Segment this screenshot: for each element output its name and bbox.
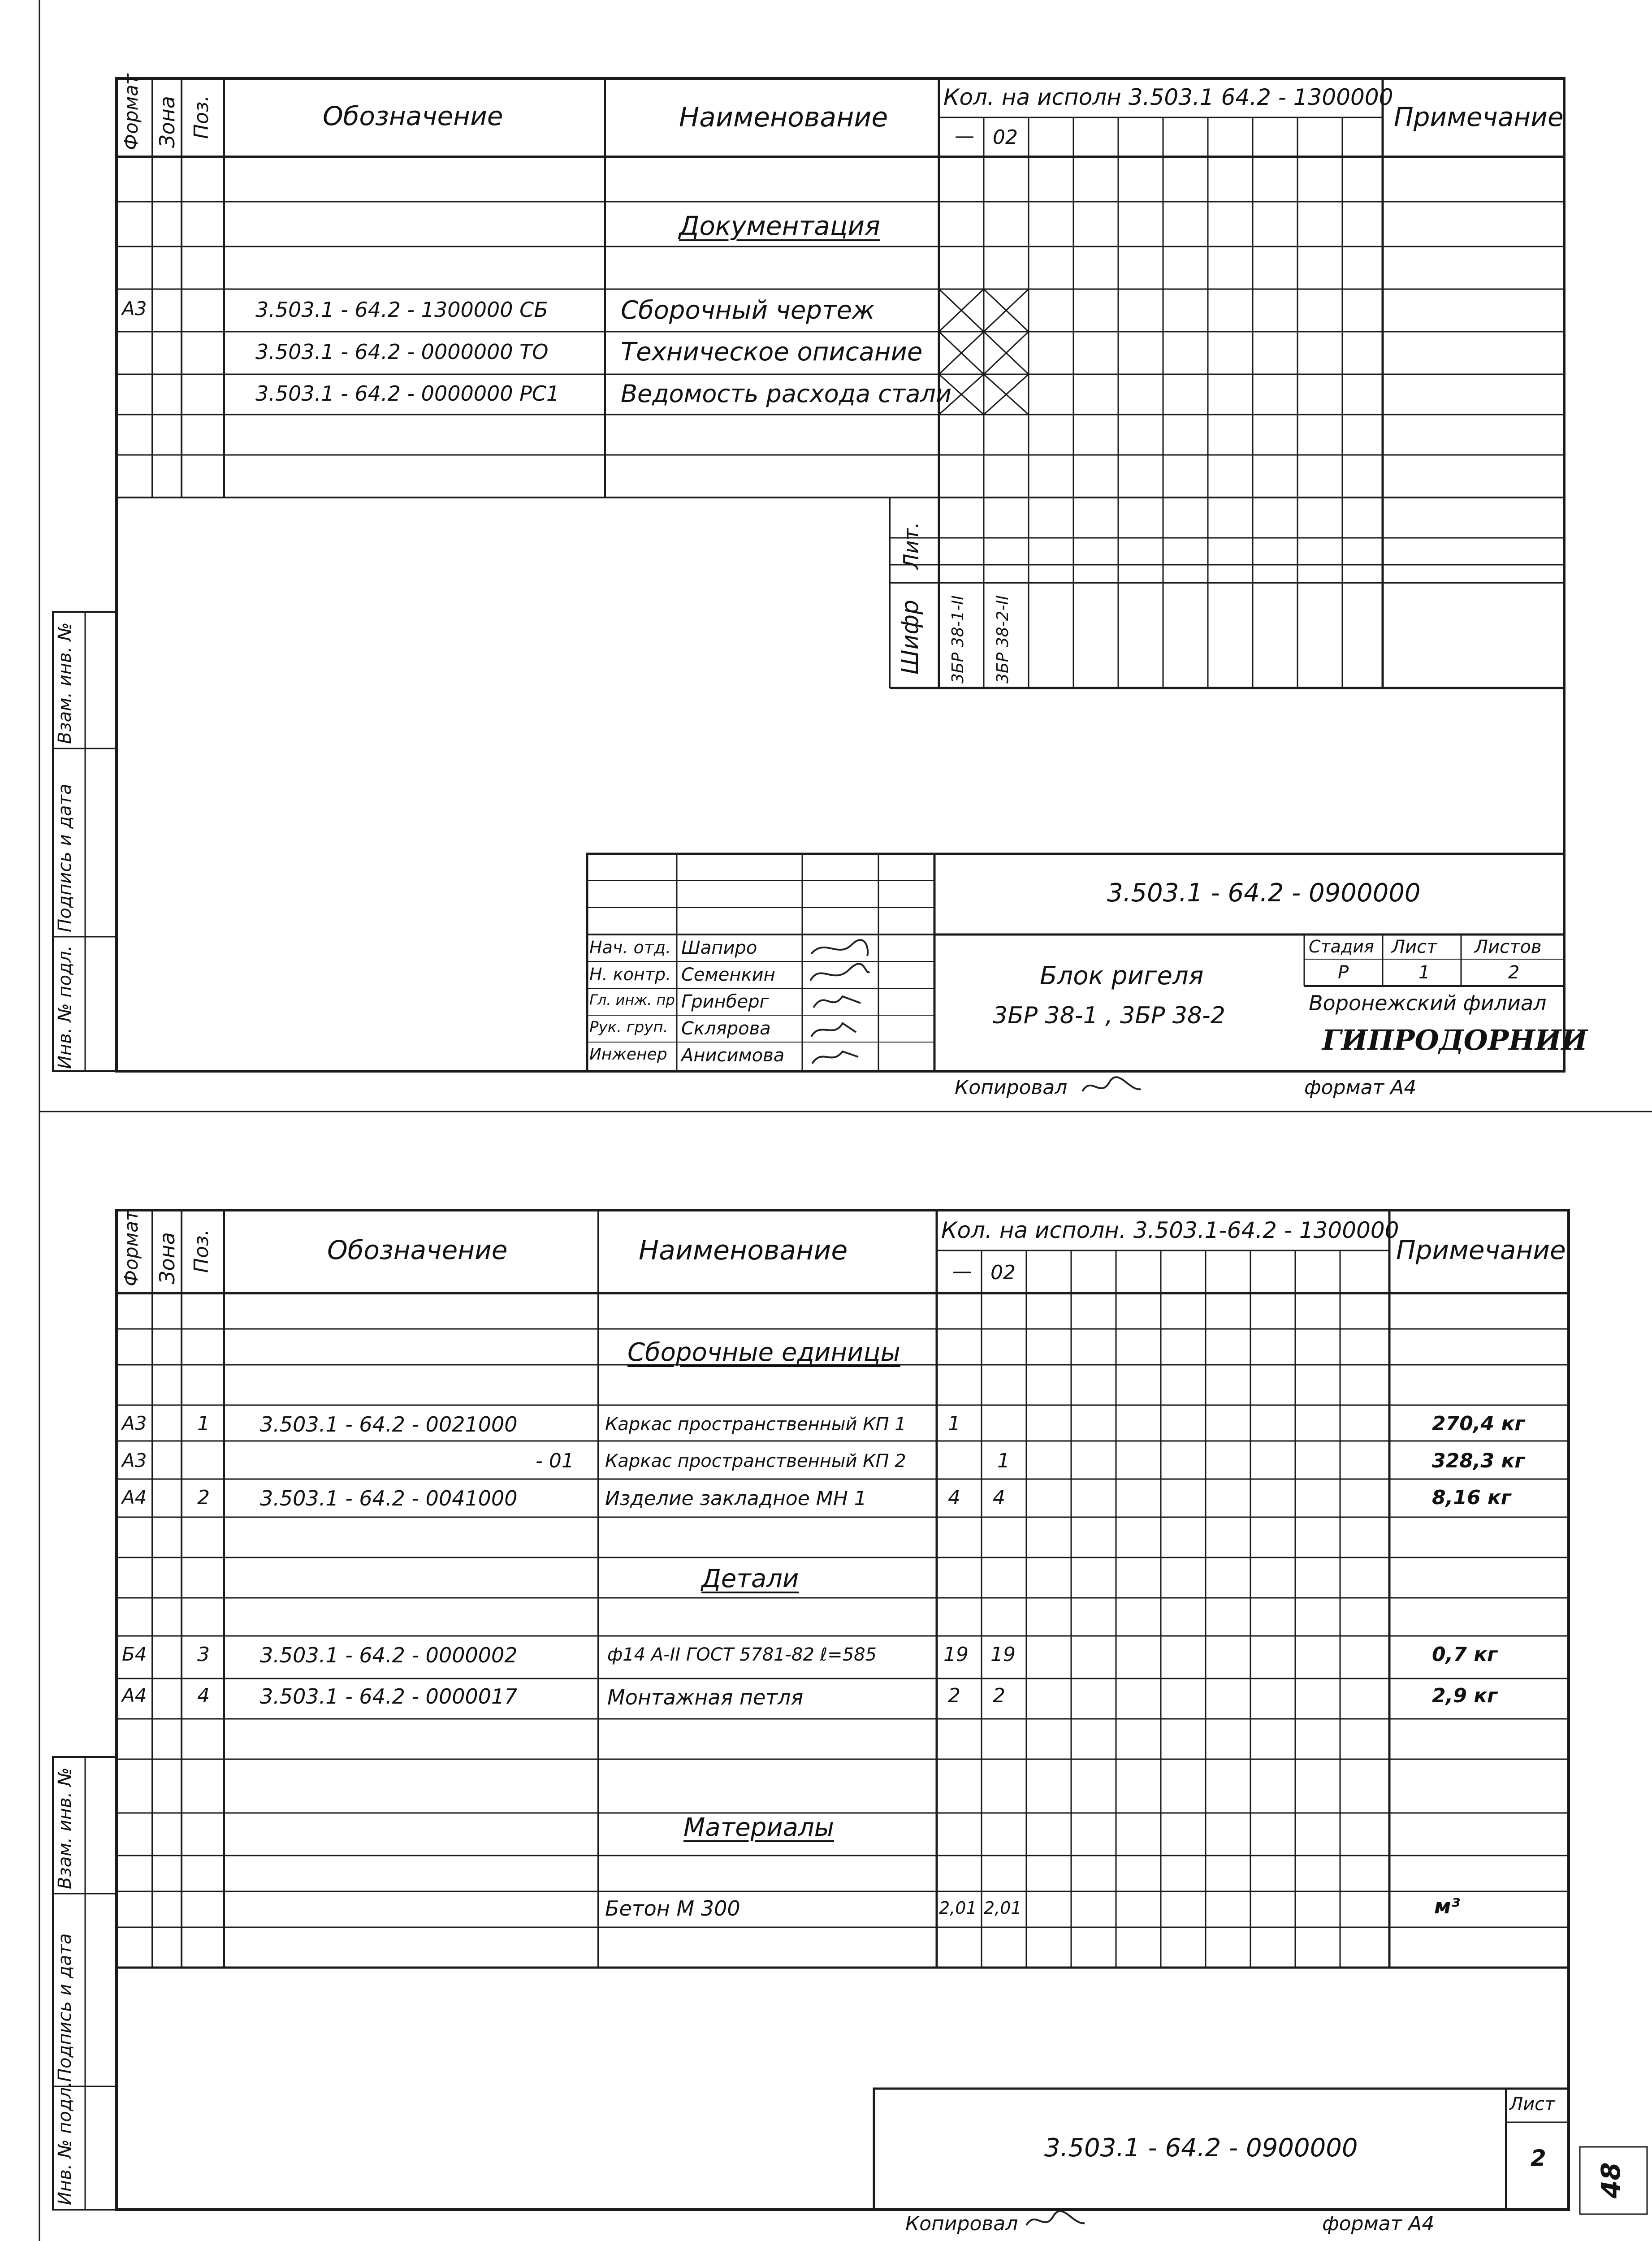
asm1-designation: 3.503.1 - 64.2 - 0021000 bbox=[260, 1412, 518, 1436]
copied-label-1: Копировал bbox=[955, 1076, 1068, 1099]
lit-label: Лит. bbox=[899, 522, 923, 569]
part1-designation: 3.503.1 - 64.2 - 0000002 bbox=[260, 1643, 518, 1667]
asm2-designation: - 01 bbox=[536, 1449, 574, 1472]
row1-name: Сборочный чертеж bbox=[621, 296, 875, 325]
sheets-value: 2 bbox=[1508, 962, 1520, 983]
header-qty-col2: 02 bbox=[993, 126, 1018, 149]
copied-label-2: Копировал bbox=[905, 2212, 1018, 2235]
asm2-format: А3 bbox=[122, 1449, 147, 1471]
part2-format: А4 bbox=[122, 1684, 147, 1706]
header-pos: Поз. bbox=[190, 95, 213, 139]
signature-marks bbox=[807, 936, 874, 1070]
part1-format: Б4 bbox=[122, 1643, 147, 1665]
asm1-format: А3 bbox=[122, 1412, 147, 1434]
header-qty-2: Кол. на исполн. 3.503.1-64.2 - 1300000 bbox=[941, 1217, 1399, 1243]
asm3-name: Изделие закладное МН 1 bbox=[605, 1487, 867, 1510]
mat1-q1: 2,01 bbox=[939, 1898, 977, 1918]
asm3-pos: 2 bbox=[197, 1486, 210, 1509]
side-inv-instead-2: Взам. инв. № bbox=[55, 1767, 75, 1889]
mat1-name: Бетон М 300 bbox=[605, 1896, 740, 1921]
org-line-2: ГИПРОДОРНИИ bbox=[1322, 1024, 1588, 1056]
asm2-note: 328,3 кг bbox=[1432, 1449, 1525, 1472]
copied-signature-2 bbox=[1024, 2207, 1087, 2234]
header-pos-2: Поз. bbox=[190, 1229, 213, 1273]
stage-value: Р bbox=[1338, 962, 1349, 983]
part2-note: 2,9 кг bbox=[1432, 1684, 1498, 1707]
header-qty: Кол. на исполн 3.503.1 64.2 - 1300000 bbox=[943, 84, 1393, 110]
asm3-format: А4 bbox=[122, 1486, 147, 1508]
section-assemblies: Сборочные единицы bbox=[627, 1338, 900, 1367]
role-5: Инженер bbox=[589, 1045, 667, 1064]
code-value-2: 3БР 38-2-II bbox=[994, 595, 1012, 684]
part2-q1: 2 bbox=[948, 1684, 960, 1707]
part1-pos: 3 bbox=[197, 1643, 210, 1666]
code-label: Шифр bbox=[897, 600, 924, 675]
mat1-q2: 2,01 bbox=[984, 1898, 1022, 1918]
sheet-value-2: 2 bbox=[1531, 2145, 1546, 2171]
mat1-note: м³ bbox=[1434, 1894, 1460, 1918]
person-5: Анисимова bbox=[681, 1045, 785, 1066]
header-name: Наименование bbox=[679, 102, 888, 133]
asm2-name: Каркас пространственный КП 2 bbox=[605, 1451, 906, 1471]
doc-number-2: 3.503.1 - 64.2 - 0900000 bbox=[1044, 2133, 1358, 2163]
header-format-2: Формат bbox=[120, 1210, 142, 1286]
code-value-1: 3БР 38-1-II bbox=[949, 595, 967, 684]
side-sign-date-1: Подпись и дата bbox=[55, 783, 75, 932]
product-marks: 3БР 38-1 , 3БР 38-2 bbox=[993, 1002, 1225, 1029]
role-2: Н. контр. bbox=[589, 965, 671, 984]
header-designation-2: Обозначение bbox=[327, 1235, 508, 1265]
asm3-q2: 4 bbox=[993, 1486, 1005, 1509]
asm3-q1: 4 bbox=[948, 1486, 960, 1509]
person-1: Шапиро bbox=[681, 938, 757, 958]
person-2: Семенкин bbox=[681, 965, 775, 985]
asm1-q1: 1 bbox=[948, 1412, 960, 1435]
asm1-pos: 1 bbox=[197, 1412, 210, 1435]
format-label-1: формат А4 bbox=[1304, 1076, 1417, 1099]
sheet-value: 1 bbox=[1418, 962, 1430, 983]
header-zone-2: Зона bbox=[155, 1232, 179, 1284]
stage-label: Стадия bbox=[1309, 937, 1374, 956]
header-qty-col1-2: — bbox=[952, 1260, 972, 1283]
section-documentation: Документация bbox=[679, 211, 880, 241]
product-title: Блок ригеля bbox=[1040, 961, 1204, 991]
title-doc-number: 3.503.1 - 64.2 - 0900000 bbox=[1107, 878, 1421, 908]
header-zone: Зона bbox=[155, 96, 179, 148]
header-name-2: Наименование bbox=[639, 1235, 848, 1266]
header-note-2: Примечание bbox=[1396, 1235, 1566, 1265]
copied-signature-1 bbox=[1080, 1073, 1143, 1100]
side-inv-instead-1: Взам. инв. № bbox=[55, 622, 75, 744]
org-line-1: Воронежский филиал bbox=[1309, 991, 1547, 1015]
part1-q1: 19 bbox=[943, 1643, 969, 1666]
side-sign-date-2: Подпись и дата bbox=[55, 1933, 75, 2082]
header-qty-col1: — bbox=[955, 125, 974, 147]
header-qty-col2-2: 02 bbox=[990, 1261, 1016, 1284]
page-mark: 48 bbox=[1596, 2162, 1626, 2198]
part2-q2: 2 bbox=[993, 1684, 1005, 1707]
asm3-designation: 3.503.1 - 64.2 - 0041000 bbox=[260, 1486, 518, 1510]
part1-note: 0,7 кг bbox=[1432, 1643, 1498, 1666]
person-3: Гринберг bbox=[681, 991, 769, 1012]
sheet-label: Лист bbox=[1392, 937, 1437, 957]
header-format: Формат bbox=[120, 74, 142, 150]
role-4: Рук. груп. bbox=[589, 1018, 668, 1036]
row1-format: А3 bbox=[122, 298, 147, 320]
role-1: Нач. отд. bbox=[589, 938, 671, 957]
asm3-note: 8,16 кг bbox=[1432, 1486, 1511, 1509]
row3-name: Ведомость расхода стали bbox=[621, 380, 952, 408]
part1-q2: 19 bbox=[990, 1643, 1016, 1666]
part2-pos: 4 bbox=[197, 1684, 210, 1707]
part2-designation: 3.503.1 - 64.2 - 0000017 bbox=[260, 1684, 518, 1709]
row2-designation: 3.503.1 - 64.2 - 0000000 ТО bbox=[255, 340, 549, 364]
format-label-2: формат А4 bbox=[1322, 2212, 1435, 2235]
row2-name: Техническое описание bbox=[621, 337, 923, 367]
header-designation: Обозначение bbox=[323, 101, 503, 131]
asm1-name: Каркас пространственный КП 1 bbox=[605, 1414, 906, 1435]
header-note: Примечание bbox=[1394, 102, 1564, 132]
asm1-note: 270,4 кг bbox=[1432, 1412, 1525, 1435]
row1-designation: 3.503.1 - 64.2 - 1300000 СБ bbox=[255, 298, 548, 322]
section-parts: Детали bbox=[701, 1564, 799, 1593]
person-4: Склярова bbox=[681, 1018, 771, 1039]
part1-name: ф14 А-II ГОСТ 5781-82 ℓ=585 bbox=[607, 1644, 877, 1665]
role-3: Гл. инж. пр. bbox=[589, 991, 679, 1008]
side-inv-orig-2: Инв. № подл. bbox=[55, 2081, 75, 2205]
sheet-label-2: Лист bbox=[1509, 2094, 1555, 2115]
row3-designation: 3.503.1 - 64.2 - 0000000 РС1 bbox=[255, 381, 560, 406]
sheets-label: Листов bbox=[1475, 937, 1542, 957]
asm2-q2: 1 bbox=[997, 1449, 1010, 1472]
part2-name: Монтажная петля bbox=[607, 1685, 804, 1709]
section-materials: Материалы bbox=[683, 1813, 834, 1842]
side-inv-orig-1: Инв. № подл. bbox=[55, 945, 75, 1069]
